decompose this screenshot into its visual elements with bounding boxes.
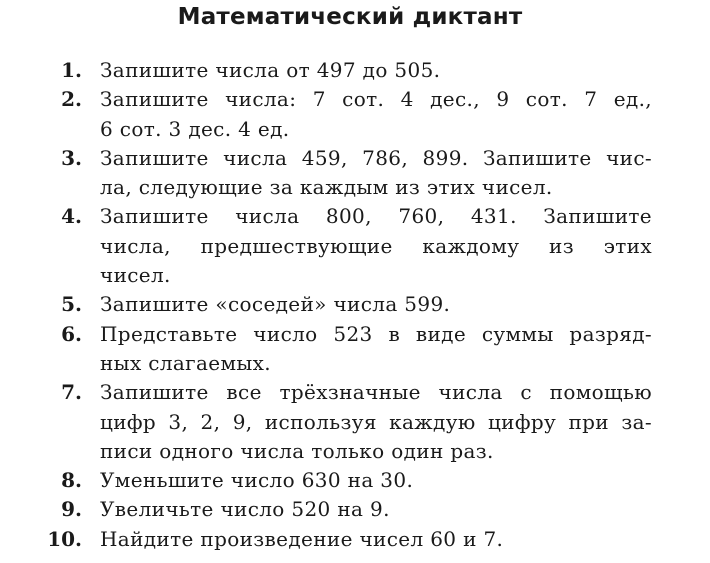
item-number: 8. — [61, 468, 82, 493]
item-text — [100, 290, 652, 319]
item-number: 4. — [61, 204, 82, 229]
item-text — [100, 320, 652, 379]
item-line: Увеличьте число 520 на 9. — [100, 497, 390, 522]
list-item — [40, 378, 652, 466]
item-line: Представьте число 523 в виде суммы разряд- — [100, 321, 652, 346]
page-title: Математический диктант — [177, 4, 523, 30]
item-line: Запишите числа 800, 760, 431. Запишите — [100, 204, 652, 229]
list-item — [40, 56, 652, 85]
item-line: Запишите числа от 497 до 505. — [100, 58, 441, 82]
item-text — [100, 495, 652, 524]
list-item — [40, 290, 652, 319]
item-text — [100, 525, 652, 554]
item-number: 2. — [61, 87, 82, 112]
list-item — [40, 85, 652, 144]
item-text — [100, 144, 652, 203]
list-item — [40, 525, 652, 554]
item-line: ла, следующие за каждым из этих чисел. — [100, 175, 553, 200]
list-item — [40, 320, 652, 379]
item-line: Запишите числа 459, 786, 899. Запишите чис- — [100, 145, 652, 170]
item-number: 6. — [61, 321, 82, 346]
item-line: чисел. — [100, 263, 171, 288]
item-line: Уменьшите число 630 на 30. — [100, 468, 414, 493]
list-item — [40, 466, 652, 495]
item-line: числа, предшествующие каждому из этих — [100, 233, 652, 258]
item-line: Запишите все трёхзначные числа с помощью — [100, 380, 652, 405]
item-line: Найдите произведение чисел 60 и 7. — [100, 526, 504, 551]
item-line: Запишите числа: 7 сот. 4 дес., 9 сот. 7 ед., — [100, 87, 652, 112]
item-line: 6 сот. 3 дес. 4 ед. — [100, 116, 290, 141]
list-item — [40, 144, 652, 203]
item-line: Запишите «соседей» числа 599. — [100, 292, 451, 317]
item-number: 1. — [61, 58, 82, 82]
item-text — [100, 202, 652, 290]
item-text — [100, 466, 652, 495]
list-item — [40, 495, 652, 524]
item-line: ных слагаемых. — [100, 350, 271, 375]
list-item — [40, 202, 652, 290]
dictation-list — [40, 56, 652, 554]
item-text — [100, 85, 652, 144]
item-line: писи одного числа только один раз. — [100, 438, 494, 463]
item-number: 9. — [61, 497, 82, 522]
item-number: 5. — [61, 292, 82, 317]
item-text — [100, 56, 652, 85]
item-text — [100, 378, 652, 466]
item-number: 10. — [47, 526, 82, 551]
item-number: 3. — [61, 145, 82, 170]
item-line: цифр 3, 2, 9, используя каждую цифру при за- — [100, 409, 652, 434]
item-number: 7. — [61, 380, 82, 405]
